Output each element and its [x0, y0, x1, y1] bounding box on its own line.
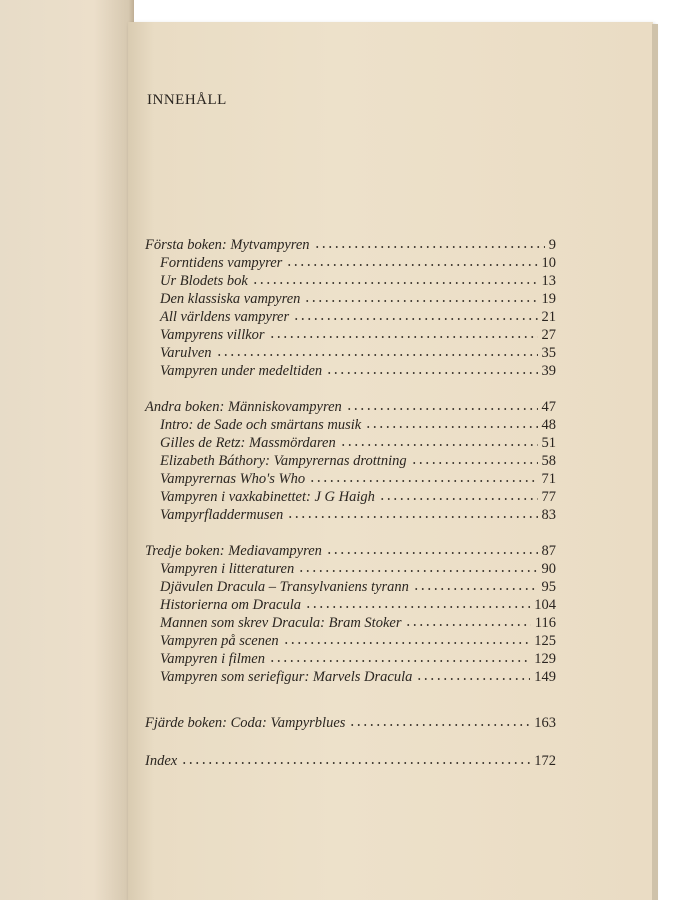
toc-chapter-entry: [160, 416, 556, 434]
toc-entry-page: 129: [534, 651, 556, 667]
dot-leader: [286, 255, 537, 267]
toc-entry-title: Vampyren som seriefigur: Marvels Dracula: [160, 669, 413, 685]
toc-entry-title: All världens vampyrer: [160, 309, 290, 325]
toc-entry-title: Elizabeth Báthory: Vampyrernas drottning: [160, 453, 407, 469]
dot-leader: [340, 435, 538, 447]
dot-leader: [293, 309, 537, 321]
toc-chapter-entry: [160, 614, 556, 632]
dot-leader: [405, 615, 530, 627]
toc-chapter-entry: [160, 470, 556, 488]
toc-chapter-entry: [160, 254, 556, 272]
toc-entry-page: 21: [541, 309, 556, 325]
toc-chapter-entry: [160, 560, 556, 578]
toc-chapter-entry: [160, 344, 556, 362]
toc-chapter-entry: [160, 452, 556, 470]
dot-leader: [326, 363, 537, 375]
toc-section-entry: [145, 542, 556, 560]
toc-entry-page: 58: [541, 453, 556, 469]
toc-entry-title: Ur Blodets bok: [160, 273, 248, 289]
toc-entry-page: 116: [534, 615, 556, 631]
toc-chapter-entry: [160, 362, 556, 380]
toc-entry-title: Andra boken: Människovampyren: [145, 399, 342, 415]
toc-entry-title: Forntidens vampyrer: [160, 255, 283, 271]
dot-leader: [181, 753, 530, 765]
dot-leader: [216, 345, 538, 357]
toc-entry-page: 104: [534, 597, 556, 613]
toc-entry-page: 39: [541, 363, 556, 379]
toc-chapter-entry: [160, 578, 556, 596]
toc-entry-title: Fjärde boken: Coda: Vampyrblues: [145, 715, 346, 731]
toc-entry-title: Historierna om Dracula: [160, 597, 301, 613]
toc-entry-title: Vampyrens villkor: [160, 327, 265, 343]
toc-entry-title: Den klassiska vampyren: [160, 291, 301, 307]
toc-chapter-entry: [160, 650, 556, 668]
toc-chapter-entry: [160, 668, 556, 686]
toc-entry-title: Mannen som skrev Dracula: Bram Stoker: [160, 615, 402, 631]
dot-leader: [309, 471, 537, 483]
toc-entry-title: Djävulen Dracula – Transylvaniens tyrann: [160, 579, 409, 595]
toc-entry-page: 9: [548, 237, 556, 253]
toc-entry-page: 51: [541, 435, 556, 451]
toc-entry-title: Gilles de Retz: Massmördaren: [160, 435, 336, 451]
toc-entry-page: 125: [534, 633, 556, 649]
dot-leader: [287, 507, 537, 519]
dot-leader: [283, 633, 531, 645]
toc-entry-page: 71: [541, 471, 556, 487]
toc-entry-title: Vampyren i filmen: [160, 651, 265, 667]
dot-leader: [379, 489, 538, 501]
toc-entry-title: Vampyren under medeltiden: [160, 363, 323, 379]
toc-entry-title: Vampyren i vaxkabinettet: J G Haigh: [160, 489, 375, 505]
toc-entry-title: Vampyren i litteraturen: [160, 561, 295, 577]
dot-leader: [298, 561, 537, 573]
toc-entry-page: 77: [541, 489, 556, 505]
toc-entry-title: Varulven: [160, 345, 212, 361]
toc-entry-title: Tredje boken: Mediavampyren: [145, 543, 322, 559]
toc-entry-page: 149: [534, 669, 556, 685]
dot-leader: [413, 579, 538, 591]
toc-chapter-entry: [160, 272, 556, 290]
toc-entry-page: 95: [541, 579, 556, 595]
toc-entry-page: 13: [541, 273, 556, 289]
toc-entry-page: 27: [541, 327, 556, 343]
dot-leader: [269, 327, 538, 339]
toc-entry-page: 10: [541, 255, 556, 271]
toc-chapter-entry: [160, 488, 556, 506]
dot-leader: [252, 273, 538, 285]
toc-entry-page: 47: [541, 399, 556, 415]
toc-entry-title: Vampyrfladdermusen: [160, 507, 284, 523]
toc-entry-page: 48: [541, 417, 556, 433]
dot-leader: [349, 715, 530, 727]
dot-leader: [416, 669, 530, 681]
toc-entry-title: Intro: de Sade och smärtans musik: [160, 417, 362, 433]
toc-entry-title: Första boken: Mytvampyren: [145, 237, 310, 253]
toc-chapter-entry: [160, 506, 556, 524]
toc-section-entry: [145, 236, 556, 254]
dot-leader: [269, 651, 530, 663]
toc-entry-title: Vampyrernas Who's Who: [160, 471, 306, 487]
toc-chapter-entry: [160, 632, 556, 650]
toc-entry-page: 172: [534, 753, 556, 769]
dot-leader: [305, 597, 530, 609]
toc-chapter-entry: [160, 290, 556, 308]
toc-entry-page: 83: [541, 507, 556, 523]
toc-chapter-entry: [160, 326, 556, 344]
dot-leader: [411, 453, 538, 465]
toc-entry-title: Vampyren på scenen: [160, 633, 279, 649]
dot-leader: [304, 291, 537, 303]
toc-section-entry: [145, 398, 556, 416]
toc-chapter-entry: [160, 596, 556, 614]
dot-leader: [346, 399, 538, 411]
toc-entry-page: 35: [541, 345, 556, 361]
toc-entry-page: 19: [541, 291, 556, 307]
toc-section-entry: [145, 752, 556, 770]
toc-entry-page: 163: [534, 715, 556, 731]
toc-entry-page: 87: [541, 543, 556, 559]
page-title: INNEHÅLL: [147, 92, 227, 108]
toc-chapter-entry: [160, 308, 556, 326]
toc-section-entry: [145, 714, 556, 732]
toc-entry-title: Index: [145, 753, 178, 769]
toc-entry-page: 90: [541, 561, 556, 577]
dot-leader: [326, 543, 538, 555]
dot-leader: [365, 417, 537, 429]
toc-chapter-entry: [160, 434, 556, 452]
dot-leader: [314, 237, 545, 249]
